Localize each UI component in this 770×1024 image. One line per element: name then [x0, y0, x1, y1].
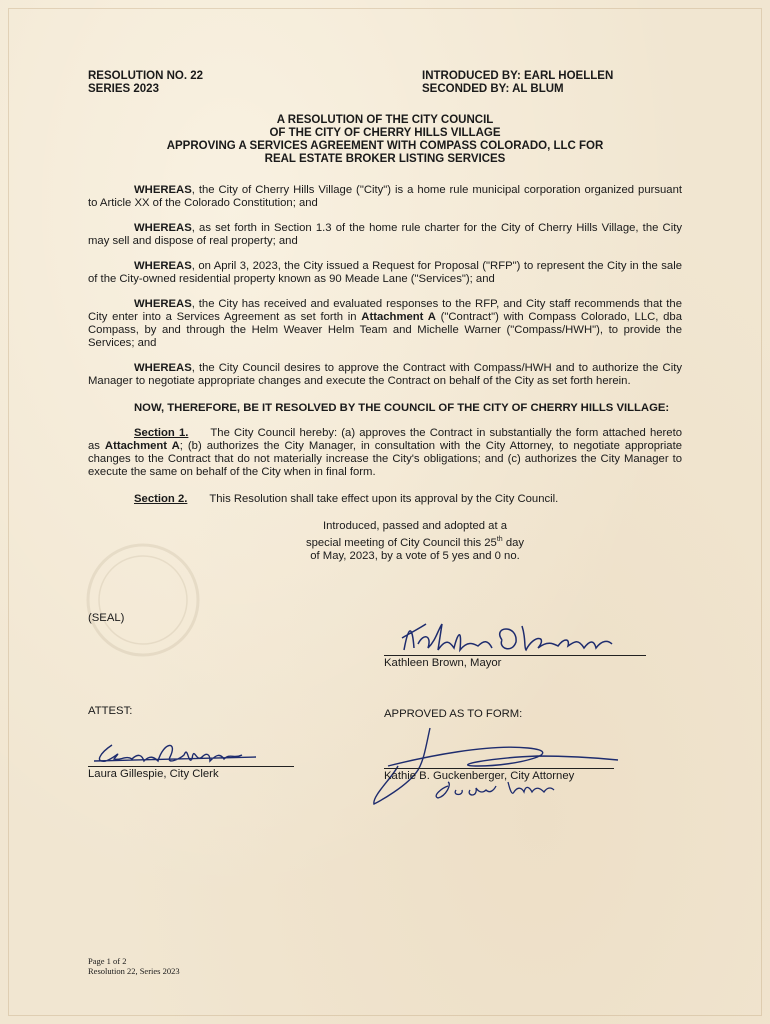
- page-number: Page 1 of 2: [88, 956, 127, 966]
- section-text: ; (b) authorizes the City Manager, in consultation with the City Attorney, to negotiate appropriate changes to the Contract that do not materially increase the City's obligations; and (c) authorizes the City Manager to execute the same on behalf of the City when in final form.: [88, 440, 682, 478]
- section-text: The City Council hereby: (a) approves the Contract in substantially the form attached hereto as: [88, 427, 682, 452]
- section-text: This Resolution shall take effect upon its approval by the City Council.: [209, 493, 559, 505]
- adoption-line: [148, 533, 682, 550]
- attachment-ref: Attachment A: [361, 311, 436, 323]
- adoption-line: Introduced, passed and adopted at a: [322, 520, 508, 532]
- whereas-lead: WHEREAS: [134, 184, 192, 196]
- approved-label: APPROVED AS TO FORM:: [384, 708, 523, 720]
- seal-label: (SEAL): [88, 612, 125, 624]
- whereas-lead: WHEREAS: [134, 222, 192, 234]
- resolution-reference: Resolution 22, Series 2023: [88, 966, 180, 976]
- whereas-text: , the City Council desires to approve the Contract with Compass/HWH and to authorize the City Manager to negotiate appropriate changes and execute the Contract on behalf of the City as set forth herein.: [88, 362, 682, 387]
- title-line: A RESOLUTION OF THE CITY COUNCIL: [276, 114, 494, 126]
- adoption-text: special meeting of City Council this 25: [305, 536, 497, 549]
- whereas-clause: [88, 260, 682, 286]
- whereas-text: , on April 3, 2023, the City issued a Request for Proposal ("RFP") to represent the City in the sale of the City-owned residential property known as 90 Meade Lane ("Services"); and: [88, 260, 682, 285]
- section-2-heading: Section 2.: [134, 493, 188, 505]
- attorney-name: Kathie B. Guckenberger, City Attorney: [384, 770, 575, 782]
- resolution-header: [88, 70, 682, 96]
- resolution-body: [88, 70, 682, 563]
- page-footer: [88, 956, 180, 976]
- ordinal-suffix: th: [496, 536, 503, 543]
- whereas-text: , the City has received and evaluated responses to the RFP, and City staff recommends that the City enter into a Services Agreement as set forth in: [88, 298, 682, 323]
- section-1: [88, 427, 682, 479]
- section-1-heading: Section 1.: [134, 427, 189, 439]
- attest-label: ATTEST:: [88, 705, 133, 717]
- clerk-signature-line: [88, 766, 294, 767]
- whereas-clause: [88, 362, 682, 388]
- section-2: [88, 493, 682, 506]
- whereas-text: , the City of Cherry Hills Village ("City") is a home rule municipal corporation organized pursuant to Article XX of the Colorado Constitution; and: [88, 184, 682, 209]
- adoption-line: of May, 2023, by a vote of 5 yes and 0 no.: [310, 549, 520, 562]
- whereas-clause: [88, 298, 682, 350]
- mayor-signature: [398, 618, 628, 658]
- resolution-number: RESOLUTION NO. 22: [88, 70, 204, 82]
- mayor-signature-line: [384, 655, 646, 656]
- title-line: OF THE CITY OF CHERRY HILLS VILLAGE: [269, 127, 501, 139]
- adoption-statement: [88, 520, 682, 563]
- introduced-by: INTRODUCED BY: EARL HOELLEN: [422, 70, 614, 82]
- attachment-ref: Attachment A: [104, 440, 180, 452]
- whereas-clause: [88, 222, 682, 248]
- resolution-title: [88, 114, 682, 166]
- title-line: REAL ESTATE BROKER LISTING SERVICES: [264, 153, 506, 165]
- whereas-text: ("Contract") with Compass Colorado, LLC, dba Compass, by and through the Helm Weaver Helm Team and Michelle Warner ("Compass/HWH"), to provide the Services; and: [88, 311, 682, 349]
- mayor-name: Kathleen Brown, Mayor: [384, 657, 502, 669]
- seconded-by: SECONDED BY: AL BLUM: [422, 83, 564, 95]
- resolved-clause: NOW, THEREFORE, BE IT RESOLVED BY THE COUNCIL OF THE CITY OF CHERRY HILLS VILLAGE:: [134, 402, 670, 414]
- attorney-signature-line: [384, 768, 614, 769]
- title-line: APPROVING A SERVICES AGREEMENT WITH COMPASS COLORADO, LLC FOR: [166, 140, 604, 152]
- whereas-text: , as set forth in Section 1.3 of the home rule charter for the City of Cherry Hills Village, the City may sell and dispose of real property; and: [88, 222, 682, 247]
- whereas-lead: WHEREAS: [134, 298, 192, 310]
- whereas-clause: [88, 184, 682, 210]
- adoption-text: day: [502, 536, 525, 549]
- resolution-series: SERIES 2023: [88, 83, 159, 95]
- whereas-lead: WHEREAS: [134, 260, 192, 272]
- clerk-name: Laura Gillespie, City Clerk: [88, 768, 219, 780]
- whereas-lead: WHEREAS: [134, 362, 192, 374]
- clerk-signature: [92, 735, 262, 769]
